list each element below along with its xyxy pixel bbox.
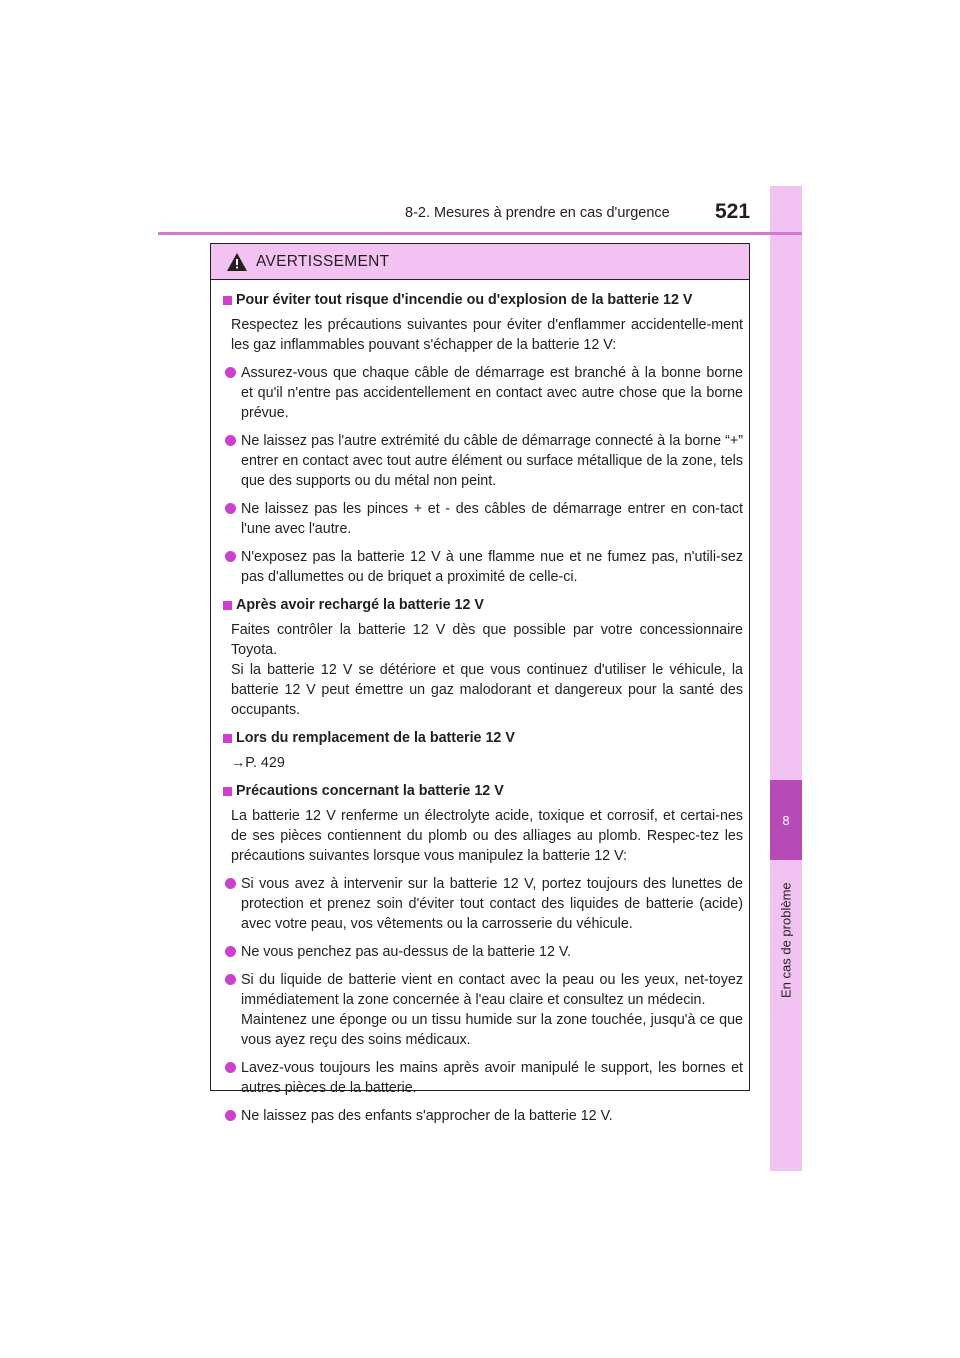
warning-section [217,595,743,720]
section-title [217,595,743,615]
list-item-text: N'exposez pas la batterie 12 V à une flamme nue et ne fumez pas, n'utili-sez pas d'allumettes ou de briquet a proximité de celle-ci. [241,549,743,585]
section-heading: 8-2. Mesures à prendre en cas d'urgence [405,205,670,221]
list-item-text: Ne laissez pas les pinces + et - des câbles de démarrage entrer en con-tact l'une avec l'autre. [241,501,743,537]
circle-bullet-icon [225,551,236,562]
warning-header [211,244,749,280]
page-number: 521 [715,200,751,223]
bullet-list [217,874,743,1126]
warning-title: AVERTISSEMENT [256,252,390,270]
warning-section [217,290,743,587]
warning-section [217,728,743,773]
list-item [217,547,743,587]
section-title-text: Pour éviter tout risque d'incendie ou d'explosion de la batterie 12 V [236,292,693,308]
list-item [217,874,743,934]
warning-body [211,280,749,1126]
list-item-text: Si du liquide de batterie vient en contact avec la peau ou les yeux, net-toyez immédiatement la zone concernée à l'eau claire et consultez un médecin. Maintenez une éponge ou un tissu humide sur la zone touchée, jusqu'à ce que vous ayez reçu des soins médicaux. [241,972,743,1048]
list-item-text: Ne vous penchez pas au-dessus de la batterie 12 V. [241,944,572,960]
circle-bullet-icon [225,435,236,446]
header-divider [158,232,802,235]
section-title-text: Lors du remplacement de la batterie 12 V [236,730,515,746]
section-title [217,781,743,801]
section-intro: →P. 429 [231,755,285,771]
list-item [217,1058,743,1098]
circle-bullet-icon [225,367,236,378]
bullet-list [217,363,743,587]
list-item [217,363,743,423]
circle-bullet-icon [225,1062,236,1073]
list-item-text: Assurez-vous que chaque câble de démarrage est branché à la bonne borne et qu'il n'entre pas accidentellement en contact avec autre chose que la borne prévue. [241,365,743,421]
square-bullet-icon [223,296,232,305]
section-title-text: Après avoir rechargé la batterie 12 V [236,597,484,613]
circle-bullet-icon [225,946,236,957]
list-item-text: Ne laissez pas des enfants s'approcher de la batterie 12 V. [241,1108,613,1124]
section-title [217,728,743,748]
list-item [217,431,743,491]
square-bullet-icon [223,734,232,743]
circle-bullet-icon [225,1110,236,1121]
list-item [217,942,743,962]
warning-box [210,243,750,1124]
section-intro: Faites contrôler la batterie 12 V dès que possible par votre concessionnaire Toyota. Si la batterie 12 V se détériore et que vous continuez d'utiliser le véhicule, la batterie 12 V peut émettre un gaz malodorant et dangereux pour la santé des occupants. [231,622,743,718]
list-item-text: Lavez-vous toujours les mains après avoir manipulé le support, les bornes et autres pièces de la batterie. [241,1060,743,1096]
list-item-text: Ne laissez pas l'autre extrémité du câble de démarrage connecté à la borne “+” entrer en contact avec tout autre élément ou surface métallique de la zone, tels que des supports ou du métal non peint. [241,433,743,489]
circle-bullet-icon [225,503,236,514]
list-item [217,1106,743,1126]
section-title-text: Précautions concernant la batterie 12 V [236,783,504,799]
list-item-text: Si vous avez à intervenir sur la batterie 12 V, portez toujours des lunettes de protection et prenez soin d'éviter tout contact des liquides de batterie (acide) avec votre peau, vos vêtements ou la carrosserie du véhicule. [241,876,743,932]
circle-bullet-icon [225,974,236,985]
circle-bullet-icon [225,878,236,889]
section-title [217,290,743,310]
warning-triangle-icon [227,253,247,271]
chapter-label-tab[interactable]: En cas de problème [778,882,794,998]
list-item [217,499,743,539]
section-intro: Respectez les précautions suivantes pour éviter d'enflammer accidentelle-ment les gaz inflammables pouvant s'échapper de la batterie 12 V: [231,317,743,353]
section-intro: La batterie 12 V renferme un électrolyte acide, toxique et corrosif, et certai-nes de ses pièces contiennent du plomb ou des alliages au plomb. Respec-tez les précautions suivantes lorsque vous manipulez la batterie 12 V: [231,808,743,864]
square-bullet-icon [223,601,232,610]
list-item [217,970,743,1050]
warning-section [217,781,743,1126]
chapter-number-tab[interactable]: 8 [770,780,802,860]
side-tab-bar [770,186,802,1171]
square-bullet-icon [223,787,232,796]
